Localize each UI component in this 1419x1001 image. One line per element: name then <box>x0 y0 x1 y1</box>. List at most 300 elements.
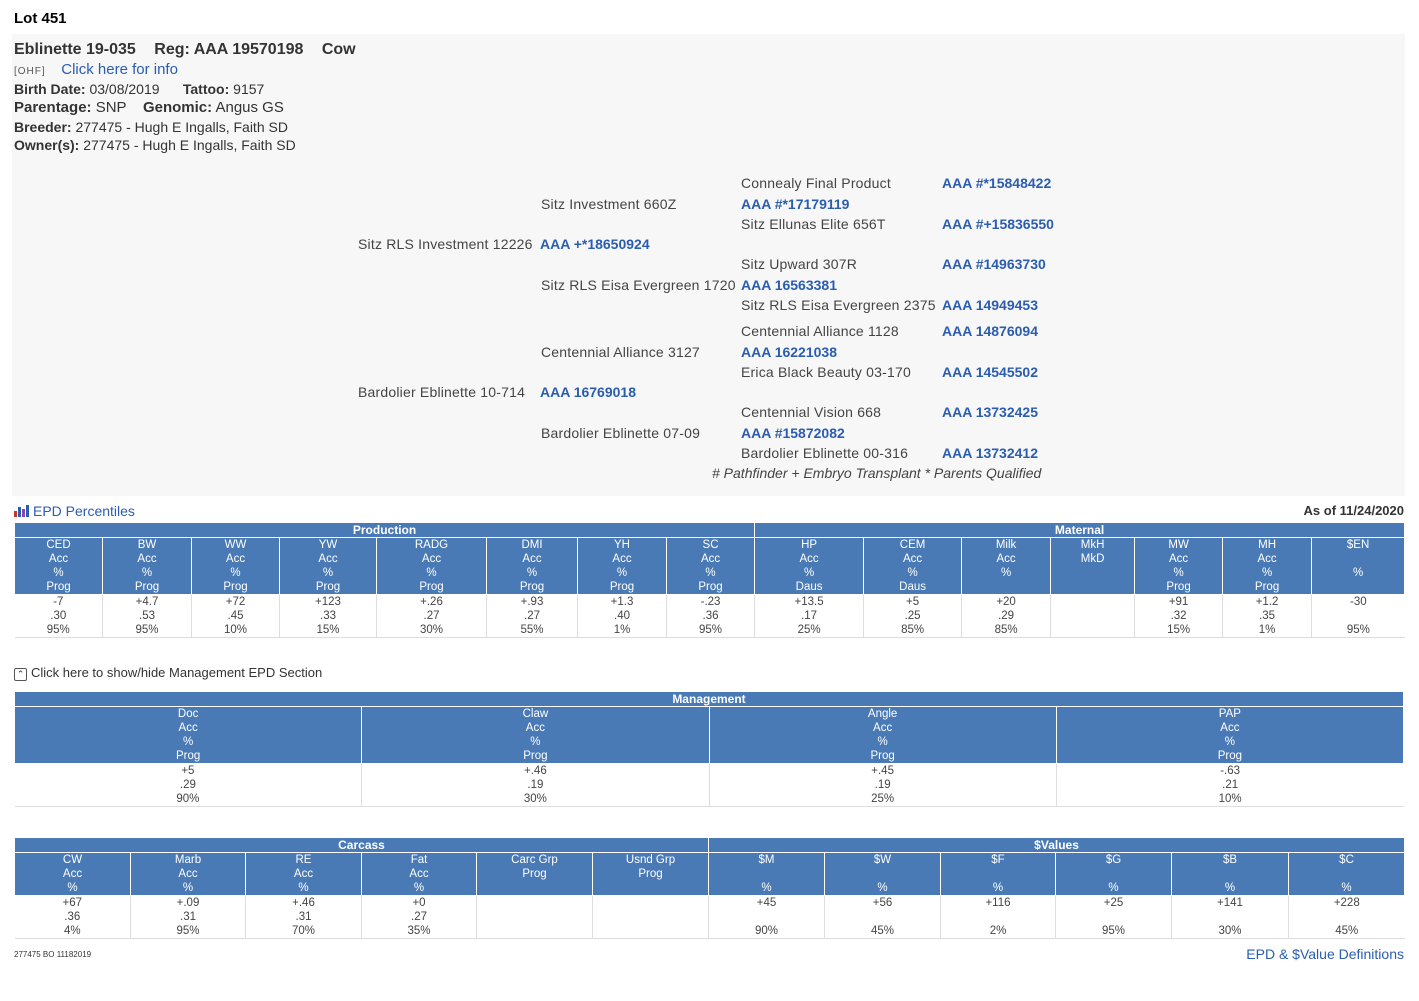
value-g <box>1056 896 1172 939</box>
header-w <box>825 853 941 896</box>
value-line <box>477 924 592 938</box>
value-w <box>825 896 941 939</box>
header-line: CED <box>46 539 71 551</box>
value-line: .27 <box>423 610 440 622</box>
header-line <box>962 580 1050 594</box>
header-line: % <box>1224 882 1236 894</box>
header-line: Acc <box>409 868 429 880</box>
value-hp <box>755 595 864 638</box>
birth-date-label: Birth Date: <box>14 81 86 97</box>
header-line: SC <box>702 539 719 551</box>
pedigree-sd-name: Sitz RLS Eisa Evergreen 1720 <box>541 277 736 293</box>
value-line: 90% <box>176 793 200 805</box>
value-line <box>709 910 824 924</box>
pedigree-ssd-name: Sitz Ellunas Elite 656T <box>741 216 886 232</box>
header-line: % <box>907 567 918 579</box>
header-line: YW <box>318 539 338 551</box>
header-claw <box>362 707 709 764</box>
value-line <box>593 924 708 938</box>
header-line: % <box>761 882 772 894</box>
pedigree-ds-reg[interactable]: AAA 16221038 <box>741 344 837 360</box>
value-line: .35 <box>1259 610 1276 622</box>
management-table <box>14 691 1404 807</box>
epd-percentiles-link[interactable]: EPD Percentiles <box>33 503 135 519</box>
header-line: Acc <box>612 553 632 565</box>
value-line: 70% <box>291 925 316 937</box>
header-line: Fat <box>410 854 428 866</box>
header-line <box>1172 867 1288 881</box>
animal-header <box>14 41 370 59</box>
value-line <box>593 910 708 924</box>
value-line: .45 <box>227 610 244 622</box>
header-line: Prog <box>522 868 547 880</box>
header-f <box>941 853 1056 896</box>
header-line: Claw <box>522 708 549 720</box>
value-line: .31 <box>295 911 312 923</box>
header-marb <box>131 853 246 896</box>
header-line <box>1312 552 1404 566</box>
header-line <box>941 867 1055 881</box>
value-line: 95% <box>176 925 200 937</box>
value-fat <box>362 896 477 939</box>
epd-percentiles-row <box>14 503 135 519</box>
value-b <box>1172 896 1289 939</box>
header-line: % <box>230 567 241 579</box>
value-carc-grp <box>477 896 593 939</box>
production-maternal-table <box>14 522 1405 638</box>
value-line: 30% <box>523 793 547 805</box>
parentage-value: SNP <box>95 99 127 116</box>
value-line: .40 <box>614 610 630 622</box>
value-line: -.23 <box>700 596 721 608</box>
value-radg <box>377 595 487 638</box>
header-doc <box>15 707 362 764</box>
header-line: DMI <box>521 539 543 551</box>
value-line: 10% <box>223 624 248 636</box>
pedigree-ddd-reg[interactable]: AAA 13732412 <box>942 445 1038 461</box>
header-line <box>593 881 708 895</box>
header-line: $F <box>991 854 1005 866</box>
header-line <box>709 867 824 881</box>
value-line: .27 <box>411 911 427 923</box>
header-carc-grp <box>477 853 593 896</box>
owner-label: Owner(s): <box>14 137 80 153</box>
pedigree-sss-name: Connealy Final Product <box>741 175 891 191</box>
header-radg <box>377 538 487 595</box>
value-line: +13.5 <box>794 596 824 608</box>
header-line: Acc <box>525 722 545 734</box>
pedigree-ss-reg[interactable]: AAA #*17179119 <box>741 196 850 212</box>
header-line: $B <box>1222 854 1238 866</box>
value-pap <box>1056 764 1403 807</box>
ohf-tag: [OHF] <box>14 66 46 77</box>
header-cw <box>15 853 131 896</box>
animal-name: Eblinette 19-035 <box>14 41 136 58</box>
value-line: .53 <box>139 610 155 622</box>
header-line: % <box>616 567 628 579</box>
pedigree-dds-reg[interactable]: AAA 13732425 <box>942 404 1038 420</box>
header-line: % <box>705 567 716 579</box>
value-line <box>1172 910 1288 924</box>
value-line <box>477 910 592 924</box>
header-sc <box>667 538 755 595</box>
value-line: 1% <box>1258 624 1276 636</box>
header-line: % <box>426 567 437 579</box>
info-row <box>14 61 178 78</box>
pedigree-dd-name: Bardolier Eblinette 07-09 <box>541 425 701 441</box>
header-line: $M <box>758 854 775 866</box>
header-line: % <box>1261 567 1273 579</box>
breeder-label: Breeder: <box>14 119 72 135</box>
pedigree-dsd-reg[interactable]: AAA 14545502 <box>942 364 1038 380</box>
header-pap <box>1056 707 1403 764</box>
header-line: YH <box>614 539 630 551</box>
value-line: .29 <box>179 779 196 791</box>
value-line <box>1289 910 1405 924</box>
header-re <box>246 853 362 896</box>
value-line <box>1056 910 1171 924</box>
value-line: .36 <box>702 610 719 622</box>
pedigree-sds-reg[interactable]: AAA #14963730 <box>942 256 1046 272</box>
breeder-row <box>14 119 288 135</box>
header-line: CW <box>62 854 83 866</box>
header-line: % <box>803 567 815 579</box>
carcass-group-header: Carcass <box>15 838 709 853</box>
breeder-value: 277475 - Hugh E Ingalls, Faith SD <box>75 119 288 135</box>
header-line: MkD <box>1080 553 1105 565</box>
header-c <box>1289 853 1405 896</box>
owner-row <box>14 137 296 153</box>
value-line: .21 <box>1222 779 1239 791</box>
header-yw <box>280 538 377 595</box>
value-line: .19 <box>874 779 891 791</box>
value-line: +56 <box>872 897 893 909</box>
pedigree-legend: # Pathfinder + Embryo Transplant * Parents Qualified <box>712 465 1042 481</box>
value-line: 95% <box>699 624 723 636</box>
header-en <box>1312 538 1405 595</box>
header-line <box>1312 580 1404 594</box>
value-line: .32 <box>1170 610 1187 622</box>
header-line: Prog <box>698 581 723 593</box>
genomic-value: Angus GS <box>215 99 284 116</box>
registration-number: Reg: AAA 19570198 <box>154 41 304 58</box>
header-line: Prog <box>1217 750 1243 762</box>
as-of-date: As of 11/24/2020 <box>1303 503 1404 518</box>
birth-row <box>14 81 264 97</box>
header-line: Prog <box>523 750 548 762</box>
value-line: +.46 <box>524 765 547 777</box>
header-line: % <box>526 567 538 579</box>
value-marb <box>131 896 246 939</box>
header-line: Prog <box>1166 581 1191 593</box>
value-line: 15% <box>1167 624 1191 636</box>
header-line: % <box>1108 882 1119 894</box>
value-cem <box>864 595 962 638</box>
header-fat <box>362 853 477 896</box>
header-line: % <box>877 882 888 894</box>
value-line: 25% <box>797 624 821 636</box>
value-m <box>709 896 825 939</box>
value-line <box>593 896 708 910</box>
header-line: MkH <box>1080 539 1105 551</box>
header-line: Prog <box>638 868 663 880</box>
pedigree-dss-reg[interactable]: AAA 14876094 <box>942 323 1038 339</box>
value-line: +25 <box>1103 897 1124 909</box>
value-line <box>1051 609 1134 623</box>
header-line: % <box>67 882 78 894</box>
value-line: +1.2 <box>1255 596 1279 608</box>
value-line: .19 <box>527 779 544 791</box>
value-line: 55% <box>520 624 544 636</box>
header-dmi <box>487 538 578 595</box>
value-line: +5 <box>906 596 920 608</box>
header-line: $C <box>1339 854 1354 866</box>
header-line: Prog <box>175 750 201 762</box>
parentage-row <box>14 99 284 116</box>
value-bw <box>103 595 192 638</box>
header-line: Doc <box>177 708 199 720</box>
header-line: % <box>322 567 334 579</box>
pedigree-sdd-name: Sitz RLS Eisa Evergreen 2375 <box>741 297 936 313</box>
tattoo-label: Tattoo: <box>182 81 230 97</box>
owner-value: 277475 - Hugh E Ingalls, Faith SD <box>83 137 296 153</box>
header-line: MW <box>1168 539 1189 551</box>
value-mkh <box>1051 595 1135 638</box>
pedigree-sdd-reg[interactable]: AAA 14949453 <box>942 297 1038 313</box>
header-line: % <box>992 882 1004 894</box>
value-line: -30 <box>1350 596 1367 608</box>
pedigree-ss-name: Sitz Investment 660Z <box>541 196 677 212</box>
pedigree-ssd-reg[interactable]: AAA #+15836550 <box>942 216 1054 232</box>
header-line: $EN <box>1346 539 1370 551</box>
header-line: Daus <box>795 581 823 593</box>
value-line: 30% <box>419 624 444 636</box>
header-line <box>477 881 592 895</box>
value-line: +.26 <box>420 596 443 608</box>
value-line: .36 <box>64 911 81 923</box>
header-line: Acc <box>318 553 338 565</box>
pedigree-sd-reg[interactable]: AAA 16563381 <box>741 277 837 293</box>
header-line: % <box>183 736 194 748</box>
value-line: +.09 <box>176 897 200 909</box>
pedigree-dsd-name: Erica Black Beauty 03-170 <box>741 364 911 380</box>
header-line: % <box>298 882 309 894</box>
value-line: +228 <box>1333 897 1360 909</box>
carcass-values-table <box>14 837 1405 939</box>
value-line <box>1051 595 1134 609</box>
collapse-icon: ⌃ <box>14 668 27 681</box>
value-line: +1.3 <box>610 596 634 608</box>
header-line: MH <box>1258 539 1277 551</box>
report-code: 277475 BO 11182019 <box>14 950 92 959</box>
pedigree-sss-reg[interactable]: AAA #*15848422 <box>942 175 1052 191</box>
value-line: 90% <box>754 925 779 937</box>
header-line: Acc <box>137 553 157 565</box>
header-line: CEM <box>899 539 926 551</box>
pedigree-sire-reg[interactable]: AAA +*18650924 <box>540 236 650 252</box>
header-line: Prog <box>134 581 160 593</box>
header-line: % <box>877 736 888 748</box>
header-line: Acc <box>62 868 83 880</box>
value-line: 85% <box>901 624 925 636</box>
pedigree-dss-name: Centennial Alliance 1128 <box>741 323 899 339</box>
header-usnd-grp <box>593 853 709 896</box>
header-line: % <box>1352 567 1364 579</box>
value-line: 25% <box>871 793 895 805</box>
maternal-group-header: Maternal <box>755 523 1405 538</box>
header-line: Prog <box>609 581 635 593</box>
header-cem <box>864 538 962 595</box>
birth-date-value: 03/08/2019 <box>89 81 160 97</box>
value-yw <box>280 595 377 638</box>
value-line: 95% <box>46 624 70 636</box>
header-line: Prog <box>1254 581 1280 593</box>
value-line: +0 <box>412 897 426 909</box>
header-line: % <box>413 882 425 894</box>
value-line: -.63 <box>1220 765 1241 777</box>
management-group-header: Management <box>15 692 1404 707</box>
header-line: Prog <box>46 581 71 593</box>
pedigree-ddd-name: Bardolier Eblinette 00-316 <box>741 445 909 461</box>
header-ww <box>192 538 280 595</box>
value-line: +20 <box>996 596 1016 608</box>
pedigree-dam-name: Bardolier Eblinette 10-714 <box>358 384 526 400</box>
value-milk <box>962 595 1051 638</box>
value-cw <box>15 896 131 939</box>
value-line: 10% <box>1218 793 1242 805</box>
values-group-header: $Values <box>709 838 1405 853</box>
value-angle <box>709 764 1056 807</box>
value-line: 95% <box>135 624 159 636</box>
value-line: 35% <box>407 925 431 937</box>
header-line: BW <box>137 539 157 551</box>
value-en <box>1312 595 1405 638</box>
header-line: PAP <box>1218 708 1241 720</box>
value-c <box>1289 896 1405 939</box>
value-f <box>941 896 1056 939</box>
header-line: Acc <box>178 722 198 734</box>
value-line: 45% <box>870 925 895 937</box>
header-b <box>1172 853 1289 896</box>
value-claw <box>362 764 709 807</box>
pedigree-dds-name: Centennial Vision 668 <box>741 404 882 420</box>
value-line <box>941 910 1055 924</box>
header-line <box>1051 566 1134 580</box>
animal-sex: Cow <box>321 41 356 58</box>
value-line: 1% <box>613 624 631 636</box>
value-line: +.93 <box>520 596 544 608</box>
header-line: Prog <box>870 750 895 762</box>
header-line: % <box>182 882 194 894</box>
tattoo-value: 9157 <box>233 81 265 97</box>
value-line: -7 <box>53 596 64 608</box>
value-line: +.45 <box>871 765 894 777</box>
pedigree-sire-name: Sitz RLS Investment 12226 <box>358 236 533 252</box>
header-line: % <box>530 736 541 748</box>
value-line: +45 <box>756 897 777 909</box>
header-line: % <box>1341 882 1352 894</box>
header-line: $G <box>1105 854 1122 866</box>
header-line: Acc <box>293 868 314 880</box>
header-line: $W <box>873 854 892 866</box>
header-line: Acc <box>522 553 542 565</box>
pedigree-dd-reg[interactable]: AAA #15872082 <box>741 425 845 441</box>
value-line: 85% <box>994 624 1018 636</box>
header-line: Prog <box>419 581 444 593</box>
header-ced <box>15 538 103 595</box>
value-line: .33 <box>320 610 336 622</box>
header-bw <box>103 538 192 595</box>
genomic-label: Genomic: <box>142 99 213 116</box>
header-line: RADG <box>414 539 449 551</box>
header-line: Carc Grp <box>511 854 558 866</box>
header-line: Milk <box>995 539 1017 551</box>
management-toggle[interactable] <box>14 665 322 681</box>
header-line: WW <box>224 539 247 551</box>
header-line: Acc <box>799 553 819 565</box>
value-dmi <box>487 595 578 638</box>
lot-number: Lot 451 <box>14 10 67 27</box>
header-line: % <box>141 567 153 579</box>
header-line: % <box>1000 567 1012 579</box>
header-line: % <box>53 567 64 579</box>
header-line: % <box>1173 567 1184 579</box>
definitions-link[interactable]: EPD & $Value Definitions <box>1246 946 1404 962</box>
header-mh <box>1223 538 1312 595</box>
header-line: Usnd Grp <box>625 854 676 866</box>
header-line: Acc <box>1257 553 1277 565</box>
value-line: 95% <box>1346 624 1370 636</box>
parentage-label: Parentage: <box>14 99 92 116</box>
header-mkh <box>1051 538 1135 595</box>
value-line: .31 <box>180 911 196 923</box>
value-ced <box>15 595 103 638</box>
value-usnd-grp <box>593 896 709 939</box>
header-line: Prog <box>315 581 341 593</box>
pedigree-ds-name: Centennial Alliance 3127 <box>541 344 700 360</box>
header-line: Daus <box>899 581 926 593</box>
header-line: Acc <box>48 553 69 565</box>
header-line <box>1289 867 1404 881</box>
value-line: +72 <box>225 596 246 608</box>
pedigree-sds-name: Sitz Upward 307R <box>741 256 858 272</box>
info-link[interactable]: Click here for info <box>61 61 178 78</box>
pedigree-dam-reg[interactable]: AAA 16769018 <box>540 384 636 400</box>
value-line: +116 <box>985 897 1011 909</box>
header-line: HP <box>801 539 818 551</box>
header-line: Acc <box>996 553 1016 565</box>
value-line: +123 <box>315 596 341 608</box>
header-line: Acc <box>225 553 246 565</box>
value-sc <box>667 595 755 638</box>
value-line: +141 <box>1217 897 1243 909</box>
header-line: Angle <box>867 708 898 720</box>
value-line: +4.7 <box>135 596 159 608</box>
header-hp <box>755 538 864 595</box>
header-line: Acc <box>902 553 923 565</box>
header-line: % <box>1224 736 1235 748</box>
header-yh <box>578 538 667 595</box>
value-line: 95% <box>1101 925 1126 937</box>
header-line: Acc <box>700 553 721 565</box>
production-group-header: Production <box>15 523 755 538</box>
header-line: Prog <box>223 581 248 593</box>
header-mw <box>1135 538 1223 595</box>
value-line: +91 <box>1168 596 1189 608</box>
value-line: 4% <box>63 925 81 937</box>
header-line: Prog <box>519 581 545 593</box>
value-line: .30 <box>50 610 67 622</box>
